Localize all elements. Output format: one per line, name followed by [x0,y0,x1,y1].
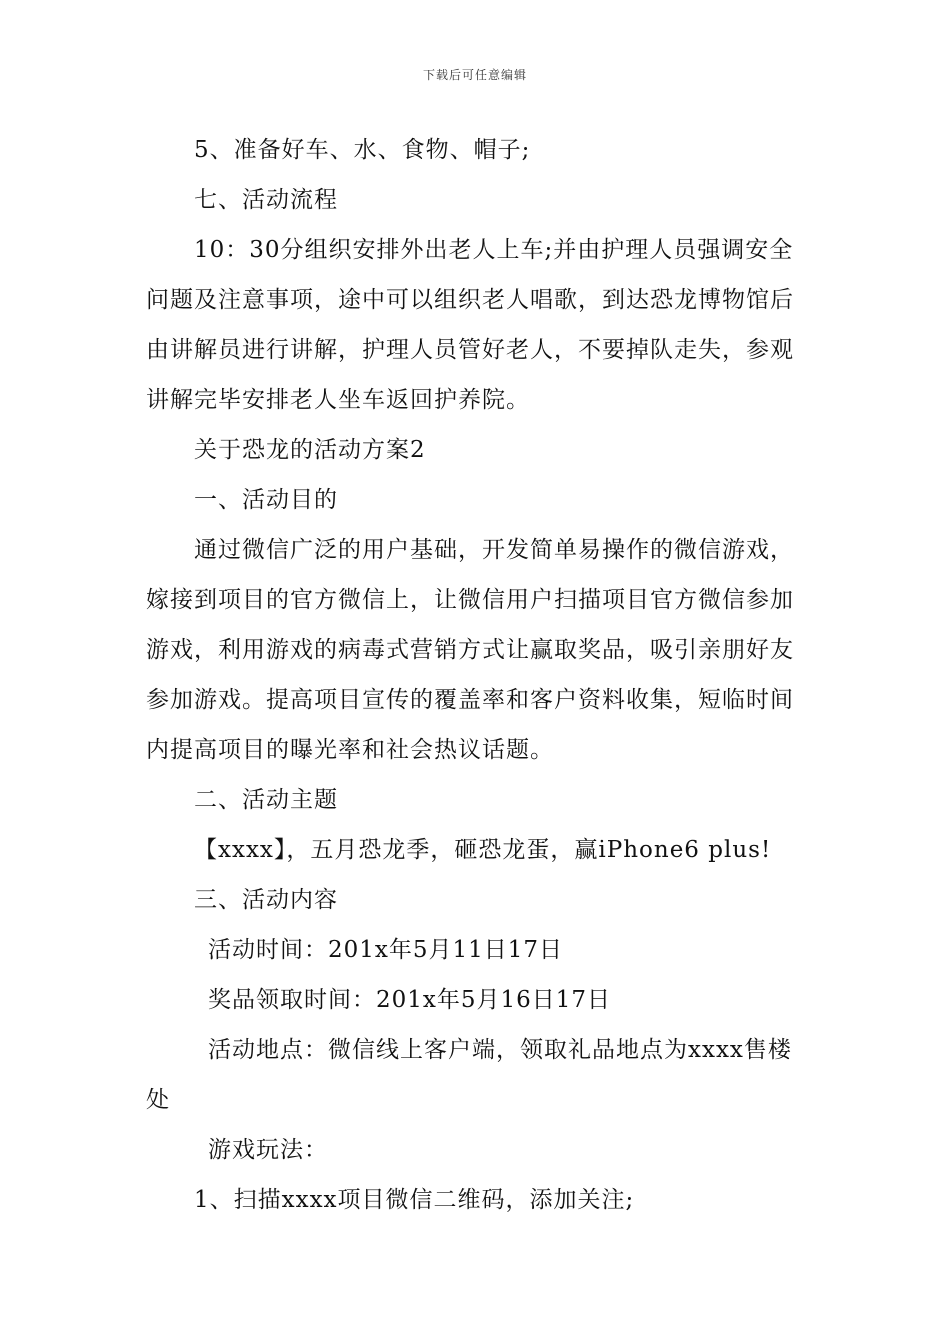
heading-activity-purpose: 一、活动目的 [194,487,338,513]
heading-activity-theme: 二、活动主题 [194,787,338,813]
heading-game-rules: 游戏玩法： [208,1137,328,1163]
paragraph-activity-theme: 【xxxx】，五月恐龙季，砸恐龙蛋，赢iPhone6 plus! [194,837,772,863]
paragraph-activity-process: 10：30分组织安排外出老人上车;并由护理人员强调安全问题及注意事项，途中可以组织老人唱歌，到达恐龙博物馆后由讲解员进行讲解，护理人员管好老人，不要掉队走失，参观讲解完毕安排老人坐车返回护养院。 [146,237,794,413]
paragraph-activity-location: 活动地点：微信线上客户端，领取礼品地点为xxxx售楼处 [146,1037,792,1113]
paragraph-prep-item-5: 5、准备好车、水、食物、帽子; [194,137,531,163]
heading-plan-2: 关于恐龙的活动方案2 [194,437,426,463]
paragraph-prize-claim-time: 奖品领取时间：201x年5月16日17日 [208,987,612,1013]
heading-activity-content: 三、活动内容 [194,887,338,913]
paragraph-activity-purpose: 通过微信广泛的用户基础，开发简单易操作的微信游戏，嫁接到项目的官方微信上，让微信用户扫描项目官方微信参加游戏，利用游戏的病毒式营销方式让赢取奖品，吸引亲朋好友参加游戏。提高项目宣传的覆盖率和客户资料收集，短临时间内提高项目的曝光率和社会热议话题。 [146,537,794,763]
paragraph-game-step-1: 1、扫描xxxx项目微信二维码，添加关注; [194,1187,635,1213]
paragraph-activity-time: 活动时间：201x年5月11日17日 [208,937,564,963]
page-header: 下载后可任意编辑 [422,68,527,82]
heading-activity-process: 七、活动流程 [194,187,338,213]
document-body [146,125,808,1225]
